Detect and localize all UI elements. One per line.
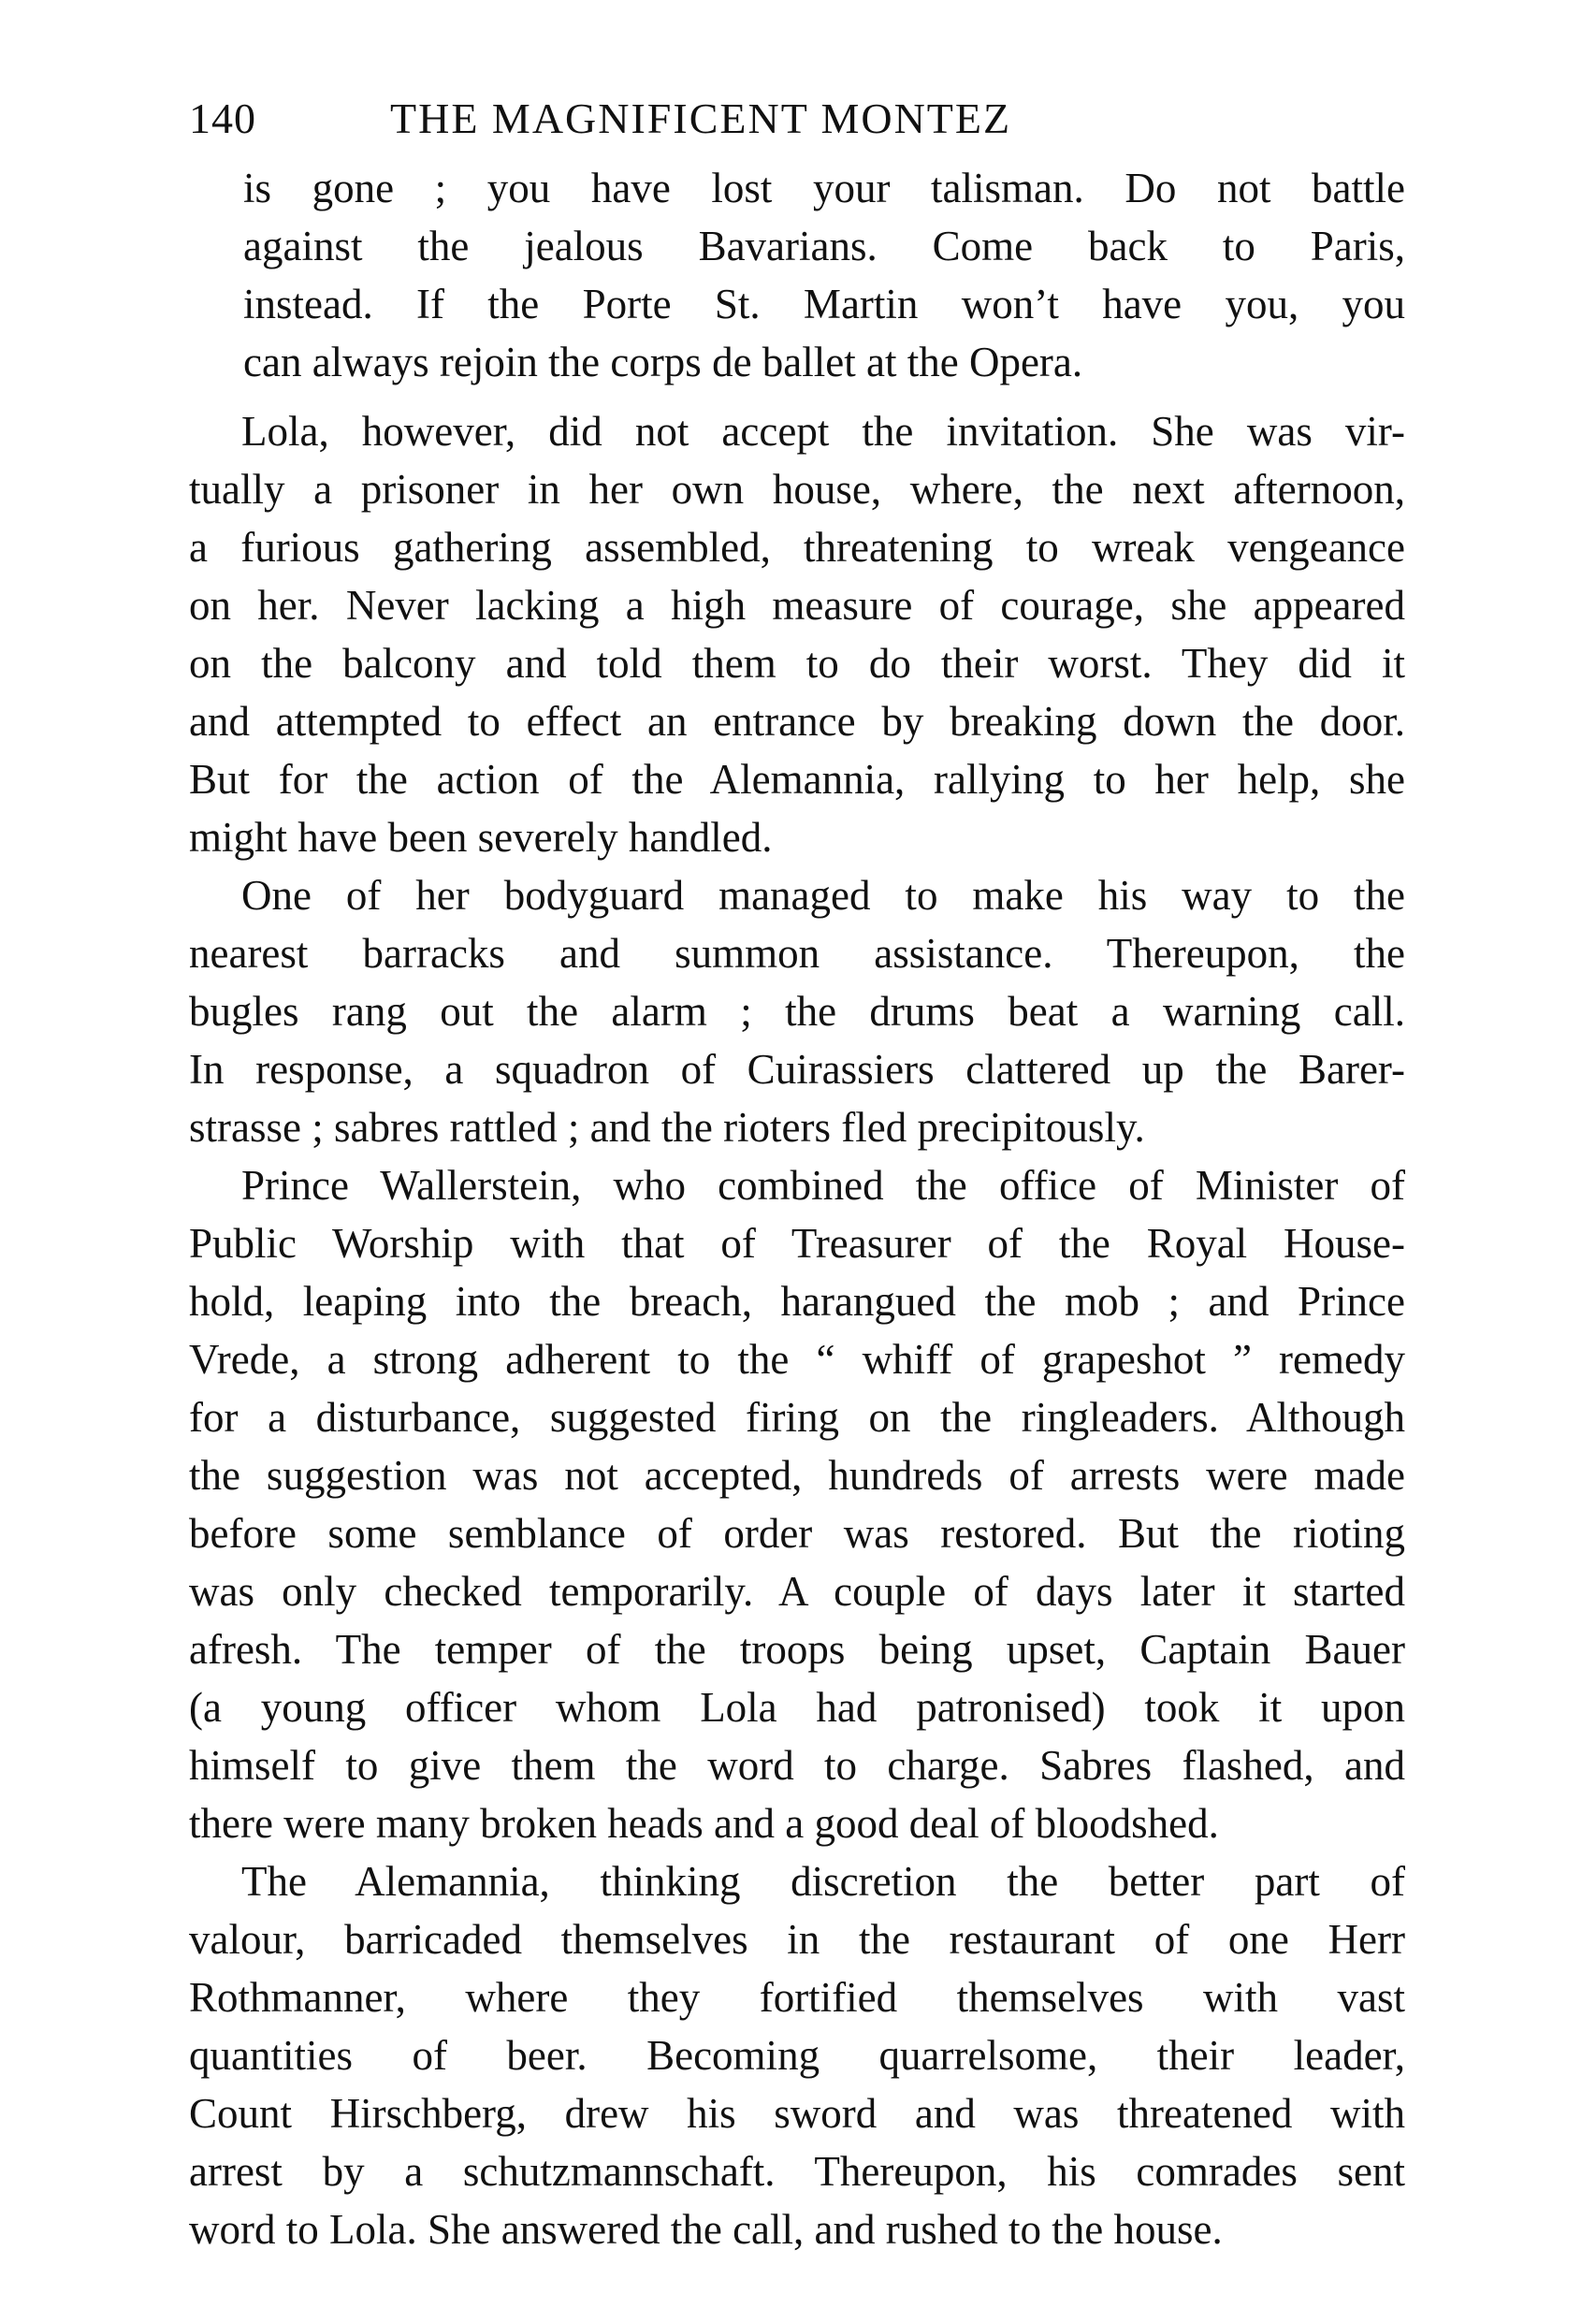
text-line: tually a prisoner in her own house, where, the next afternoon, (189, 466, 1405, 513)
text-line: Lola, however, did not accept the invitation. She was vir- (241, 408, 1405, 455)
text-line: for a disturbance, suggested firing on the ringleaders. Although (189, 1394, 1405, 1441)
text-line: afresh. The temper of the troops being upset, Captain Bauer (189, 1626, 1405, 1673)
text-line: himself to give them the word to charge. Sabres flashed, and (189, 1742, 1405, 1789)
text-line: arrest by a schutzmannschaft. Thereupon, his comrades sent (189, 2148, 1405, 2195)
text-line: strasse ; sabres rattled ; and the rioters fled precipitously. (189, 1104, 1145, 1151)
running-title: THE MAGNIFICENT MONTEZ (390, 94, 1012, 142)
body-text (189, 159, 1405, 2258)
text-line: on the balcony and told them to do their worst. They did it (189, 640, 1405, 687)
text-line: before some semblance of order was restored. But the rioting (189, 1510, 1405, 1557)
page-number: 140 (189, 94, 256, 142)
text-line: there were many broken heads and a good deal of bloodshed. (189, 1800, 1219, 1847)
text-line: nearest barracks and summon assistance. Thereupon, the (189, 930, 1405, 977)
text-line: and attempted to effect an entrance by breaking down the door. (189, 698, 1405, 745)
text-line: a furious gathering assembled, threatening to wreak vengeance (189, 524, 1405, 571)
text-line: Rothmanner, where they fortified themselves with vast (189, 1974, 1405, 2021)
paragraph-4 (189, 1852, 1405, 2258)
text-line: (a young officer whom Lola had patronised) took it upon (189, 1684, 1405, 1731)
paragraph-3 (189, 1156, 1405, 1852)
text-line: the suggestion was not accepted, hundreds of arrests were made (189, 1452, 1405, 1499)
text-line: hold, leaping into the breach, harangued the mob ; and Prince (189, 1278, 1405, 1325)
text-line: valour, barricaded themselves in the restaurant of one Herr (189, 1916, 1405, 1963)
text-line: word to Lola. She answered the call, and rushed to the house. (189, 2206, 1223, 2253)
text-line: on her. Never lacking a high measure of courage, she appeared (189, 582, 1405, 629)
text-line: bugles rang out the alarm ; the drums beat a warning call. (189, 988, 1405, 1035)
text-line: One of her bodyguard managed to make his way to the (241, 872, 1405, 919)
text-line: Prince Wallerstein, who combined the office of Minister of (241, 1162, 1405, 1209)
text-line: Public Worship with that of Treasurer of the Royal House- (189, 1220, 1405, 1267)
text-line: quantities of beer. Becoming quarrelsome, their leader, (189, 2032, 1405, 2079)
paragraph-1 (189, 402, 1405, 866)
text-line: In response, a squadron of Cuirassiers clattered up the Barer- (189, 1046, 1405, 1093)
page-header (189, 86, 1405, 152)
text-line: Count Hirschberg, drew his sword and was threatened with (189, 2090, 1405, 2137)
quote-line: is gone ; you have lost your talisman. Do not battle (243, 165, 1405, 211)
paragraph-2 (189, 866, 1405, 1156)
text-line: was only checked temporarily. A couple of days later it started (189, 1568, 1405, 1615)
text-line: The Alemannia, thinking discretion the better part of (241, 1858, 1405, 1905)
text-line: But for the action of the Alemannia, rallying to her help, she (189, 756, 1405, 803)
quote-line: can always rejoin the corps de ballet at the Opera. (243, 339, 1083, 385)
text-line: might have been severely handled. (189, 814, 773, 861)
block-quote (189, 159, 1405, 391)
quote-line: against the jealous Bavarians. Come back to Paris, (243, 223, 1405, 269)
quote-line: instead. If the Porte St. Martin won’t have you, you (243, 281, 1405, 327)
text-line: Vrede, a strong adherent to the “ whiff of grapeshot ” remedy (189, 1336, 1405, 1383)
